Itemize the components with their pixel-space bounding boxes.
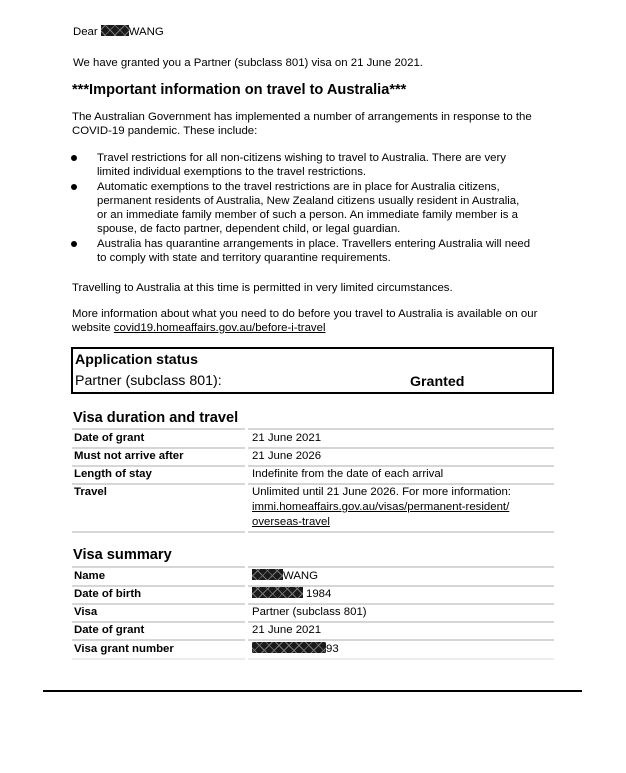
row-divider — [72, 658, 245, 660]
row-label: Visa — [74, 606, 98, 618]
more-info-line-2 — [72, 321, 325, 336]
table-row — [72, 603, 554, 621]
important-travel-heading: ***Important information on travel to Australia*** — [72, 82, 407, 98]
footer-divider — [43, 690, 582, 692]
birth-year: 1984 — [306, 588, 332, 600]
bullet-icon — [71, 184, 77, 190]
row-label: Date of grant — [74, 432, 145, 444]
table-row — [72, 585, 554, 603]
row-divider — [72, 531, 245, 533]
row-divider — [248, 658, 554, 660]
application-status-value: Granted — [410, 374, 465, 390]
limited-circumstances-note: Travelling to Australia at this time is permitted in very limited circumstances. — [72, 282, 453, 294]
more-info-prefix: website — [72, 322, 111, 334]
bullet-icon — [71, 155, 77, 161]
list-item-line: Travel restrictions for all non-citizens wishing to travel to Australia. There are very — [97, 152, 506, 164]
table-row — [72, 483, 554, 531]
row-label: Name — [74, 570, 106, 582]
row-value — [252, 587, 331, 602]
visa-duration-heading: Visa duration and travel — [73, 410, 239, 426]
visa-summary-heading: Visa summary — [73, 547, 172, 563]
overseas-travel-link[interactable]: immi.homeaffairs.gov.au/visas/permanent-resident/ — [252, 501, 510, 513]
application-status-label: Partner (subclass 801): — [75, 373, 222, 389]
salutation-prefix: Dear — [73, 26, 98, 38]
list-item-line: Australia has quarantine arrangements in place. Travellers entering Australia will need — [97, 238, 531, 250]
salutation-surname: WANG — [128, 26, 164, 38]
redacted-given-name — [101, 25, 129, 36]
row-value: Unlimited until 21 June 2026. For more information: — [252, 486, 511, 498]
row-value — [252, 642, 339, 657]
more-info-line-1: More information about what you need to do before you travel to Australia is available on our — [72, 308, 538, 320]
application-status-heading: Application status — [75, 352, 198, 368]
row-divider — [248, 531, 554, 533]
row-value: 21 June 2021 — [252, 624, 322, 636]
intro-line-2: COVID-19 pandemic. These include: — [72, 125, 258, 137]
list-item-line: permanent residents of Australia, New Zealand citizens usually resident in Australia, — [97, 195, 520, 207]
row-value: 21 June 2026 — [252, 450, 322, 462]
list-item-line: Automatic exemptions to the travel restrictions are in place for Australia citizens, — [97, 181, 500, 193]
overseas-travel-link-continued[interactable]: overseas-travel — [252, 516, 330, 528]
before-i-travel-link[interactable]: covid19.homeaffairs.gov.au/before-i-travel — [113, 322, 326, 334]
table-row — [72, 465, 554, 483]
row-value: Indefinite from the date of each arrival — [252, 468, 444, 480]
intro-line-1: The Australian Government has implemented a number of arrangements in response to the — [72, 111, 532, 123]
table-row — [72, 567, 554, 585]
row-value: Partner (subclass 801) — [252, 606, 367, 618]
redacted-given-name — [252, 569, 283, 580]
grant-number-suffix: 93 — [326, 643, 339, 655]
row-label: Date of birth — [74, 588, 142, 600]
row-label: Visa grant number — [74, 643, 174, 655]
list-item-line: spouse, de facto partner, dependent child, or legal guardian. — [97, 223, 401, 235]
table-row — [72, 640, 554, 658]
list-item-line: or an immediate family member of such a person. An immediate family member is a — [97, 209, 518, 221]
grant-sentence: We have granted you a Partner (subclass 801) visa on 21 June 2021. — [73, 57, 423, 69]
row-label: Length of stay — [74, 468, 152, 480]
row-value: 21 June 2021 — [252, 432, 322, 444]
list-item-line: limited individual exemptions to the travel restrictions. — [97, 166, 367, 178]
table-row — [72, 429, 554, 447]
salutation — [73, 25, 164, 40]
row-label: Date of grant — [74, 624, 145, 636]
application-status-box — [71, 347, 554, 394]
row-label: Travel — [74, 486, 107, 498]
table-row — [72, 621, 554, 639]
redacted-birth-day-month — [252, 587, 303, 598]
row-value — [252, 569, 318, 584]
bullet-icon — [71, 241, 77, 247]
row-label: Must not arrive after — [74, 450, 184, 462]
redacted-grant-number — [252, 642, 326, 653]
name-surname: WANG — [283, 570, 319, 582]
list-item-line: to comply with state and territory quarantine requirements. — [97, 252, 391, 264]
table-row — [72, 447, 554, 465]
